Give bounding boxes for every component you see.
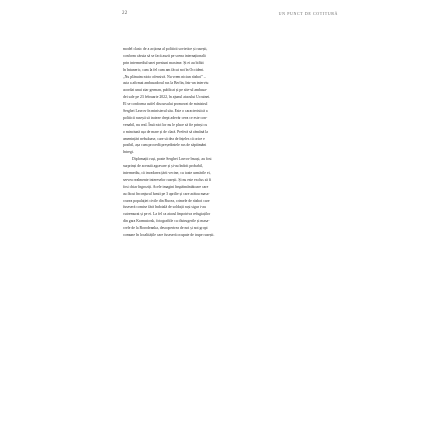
body-line: venabil, nu real. Însă nici lor nu le place să fie prinși cu <box>123 122 208 127</box>
body-line: „Nu plănuim nicio ofensivă. Nu vrem niciun război” – <box>123 74 206 79</box>
body-line: surprinși de această agravare și și-au îndoit probabil, <box>123 164 203 169</box>
body-text <box>123 46 327 239</box>
body-line: prin intermediul unei presiuni maxime. Și ei au bifăit <box>123 60 204 65</box>
body-line: model clasic de a acționa al politicii sovietice și rusești, <box>123 47 208 51</box>
body-line: în întuneric, cam la fel cum am făcut noi în Occident. <box>123 67 205 72</box>
body-line: crele de la Borodeanka, descoperirea de noi și noi gropi <box>123 226 208 231</box>
body-line: Serghei Lavrov în ministerul său. Este o caracteristică a <box>123 109 208 114</box>
body-line: servea realmente intereselor rusești. Și nu este exclus să fi <box>123 177 212 182</box>
body-line: Diplomații ruși, poate Serghei Lavrov însuși, au fost <box>132 157 212 162</box>
body-line: comune în localitățile care fuseseră ocupate de trupe rusești. <box>123 233 215 238</box>
body-line: crarea populației civile din Bucea, crimele de război care <box>123 198 210 203</box>
running-head <box>122 11 338 19</box>
body-line: amenințări nebuloase, care să dea de înțeles că orice e <box>123 136 205 141</box>
body-line: cutremurat și pe ei. La fel ca atacul împotriva refugiaților <box>123 212 211 217</box>
body-line: acordat unui ziar german, publicat și pe site-ul ambasa- <box>123 88 208 93</box>
body-line: întregi. <box>123 150 134 155</box>
body-line: fuseseră comise fără îndoială de soldații ruși sigur i-au <box>123 205 206 210</box>
body-line: politicii rusești să trateze drept adevăr ceea ce este con- <box>123 115 208 120</box>
body-line: El se conforma astfel discursului promovat de ministrul <box>123 102 208 107</box>
body-line: posibil, așa cum procedă președintele rus de săptămâni <box>123 143 207 148</box>
body-line: dei sale pe 23 februarie 2022, în ajunul atacului Ucrainei. <box>123 95 211 100</box>
body-line: o minciună așa de mare și de clară. Preferă să rămână la <box>123 129 208 134</box>
body-line: asta a afirmat ambasadorul rus la Berlin, într-un interviu <box>123 81 209 86</box>
running-head-title: UN PUNCT DE COTITURĂ <box>278 11 338 16</box>
body-line: conform căruia să se facă auzit pe scena internațională <box>123 53 206 58</box>
page-number: 22 <box>122 11 128 16</box>
body-line: fost chiar îngroziți. Acele imagini înspăimântătoare care <box>123 184 209 189</box>
body-line: intermediu, că invadarea țării vecine, cu toate urmările ei, <box>123 171 211 176</box>
body-line: din gara Kramatorsk, fotografiile cu distrugerile și masa- <box>123 219 210 224</box>
body-line: au făcut înconjurul lumii pe 3 aprilie și care arătau masa- <box>123 191 210 196</box>
